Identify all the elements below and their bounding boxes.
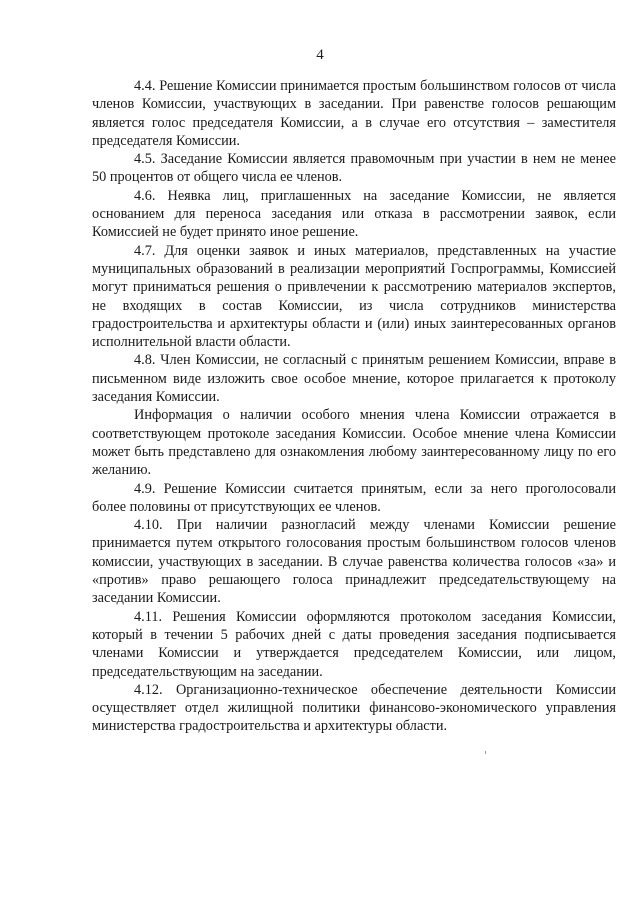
paragraph-4-8-info: Информация о наличии особого мнения члена Комиссии отражается в соответствующем протоколе заседания Комиссии. Особое мнение члена Комиссии может быть представлено для ознакомления любому заинтересованному лицу по его желанию. [92,407,616,479]
scan-speck [485,751,486,754]
paragraph-4-4: 4.4. Решение Комиссии принимается простым большинством голосов от числа членов Комиссии, участвующих в заседании. При равенстве голосов решающим является голос председателя Комиссии, а в случае его отсутствия – заместителя председателя Комиссии. [92,78,616,149]
paragraph-4-11: 4.11. Решения Комиссии оформляются протоколом заседания Комиссии, который в течении 5 рабочих дней с даты проведения заседания подписывается членами Комиссии и утверждается председателем Комиссии, или лицом, председательствующим на заседании. [92,608,616,680]
paragraph-4-10: 4.10. При наличии разногласий между членами Комиссии решение принимается путем открытого голосования простым большинством голосов членов комиссии, участвующих в заседании. В случае равенства количества голосов «за» и «против» право решающего голоса принадлежит председательствующему на заседании Комиссии. [92,517,616,607]
paragraph-4-6: 4.6. Неявка лиц, приглашенных на заседание Комиссии, не является основанием для переноса заседания или отказа в рассмотрении заявок, если Комиссией не будет принято иное решение. [92,187,616,241]
paragraph-4-12: 4.12. Организационно-техническое обеспечение деятельности Комиссии осуществляет отдел жилищной политики финансово-экономического управления министерства градостроительства и архитектуры области. [92,681,616,735]
document-body [92,77,616,736]
paragraph-4-9: 4.9. Решение Комиссии считается принятым, если за него проголосовали более половины от присутствующих ее членов. [92,480,616,515]
paragraph-4-8: 4.8. Член Комиссии, не согласный с принятым решением Комиссии, вправе в письменном виде изложить свое особое мнение, которое прилагается к протоколу заседания Комиссии. [92,352,616,406]
paragraph-4-5: 4.5. Заседание Комиссии является правомочным при участии в нем не менее 50 процентов от общего числа ее членов. [92,151,616,186]
page-number: 4 [316,47,324,63]
paragraph-4-7: 4.7. Для оценки заявок и иных материалов, представленных на участие муниципальных образований в реализации мероприятий Госпрограммы, Комиссией могут приниматься решения о привлечении к рассмотрению материалов экспертов, не входящих в состав Комиссии, из числа сотрудников министерства градостроительства и архитектуры области и (или) иных заинтересованных органов исполнительной власти области. [92,242,616,351]
